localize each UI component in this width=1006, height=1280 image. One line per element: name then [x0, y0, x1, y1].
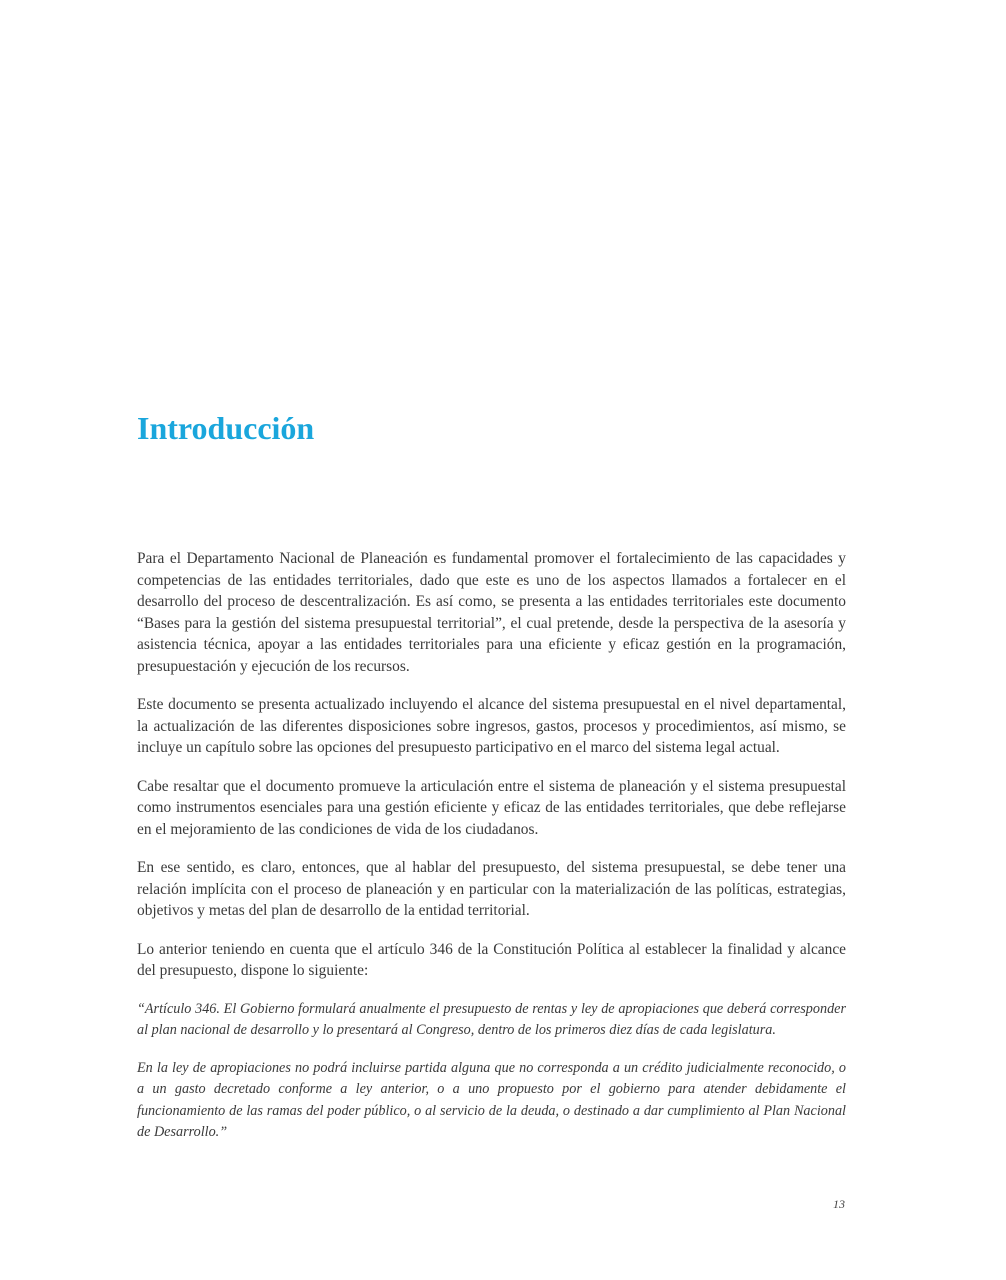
- page-title: Introducción: [137, 410, 315, 446]
- paragraph-articulation: Cabe resaltar que el documento promueve la articulación entre el sistema de planeación y el sistema presupuestal como instrumentos esenciales para una gestión eficiente y eficaz de las entidades territoriales, que debe reflejarse en el mejoramiento de las condiciones de vida de los ciudadanos.: [137, 777, 846, 838]
- paragraph-update: Este documento se presenta actualizado incluyendo el alcance del sistema presupuestal en el nivel departamental, la actualización de las diferentes disposiciones sobre ingresos, gastos, procesos y procedimientos, así mismo, se incluye un capítulo sobre las opciones del presupuesto participativo en el marco del sistema legal actual.: [137, 696, 846, 756]
- paragraph-article-reference: Lo anterior teniendo en cuenta que el artículo 346 de la Constitución Política al establecer la finalidad y alcance del presupuesto, dispone lo siguiente:: [137, 940, 846, 979]
- quote-article-346: “Artículo 346. El Gobierno formulará anualmente el presupuesto de rentas y ley de apropiaciones que deberá corresponder al plan nacional de desarrollo y lo presentará al Congreso, dentro de los primeros diez días de cada legislatura.: [137, 1000, 846, 1038]
- quote-appropriations: En la ley de apropiaciones no podrá incluirse partida alguna que no corresponda a un crédito judicialmente reconocido, o a un gasto decretado conforme a ley anterior, o a uno propuesto por el gobierno para atender debidamente el funcionamiento de las ramas del poder público, o al servicio de la deuda, o destinado a dar cumplimiento al Plan Nacional de Desarrollo.”: [137, 1059, 846, 1140]
- paragraph-intro: Para el Departamento Nacional de Planeación es fundamental promover el fortalecimiento de las capacidades y competencias de las entidades territoriales, dado que este es uno de los aspectos llamados a fortalecer en el desarrollo del proceso de descentralización. Es así como, se presenta a las entidades territoriales este documento “Bases para la gestión del sistema presupuestal territorial”, el cual pretende, desde la perspectiva de la asesoría y asistencia técnica, apoyar a las entidades territoriales para una eficiente y eficaz gestión en la programación, presupuestación y ejecución de los recursos.: [137, 550, 846, 675]
- page-number: 13: [833, 1197, 845, 1211]
- paragraph-relation: En ese sentido, es claro, entonces, que al hablar del presupuesto, del sistema presupuestal, se debe tener una relación implícita con el proceso de planeación y en particular con la materialización de las políticas, estrategias, objetivos y metas del plan de desarrollo de la entidad territorial.: [137, 859, 846, 919]
- body-content: [137, 548, 846, 1160]
